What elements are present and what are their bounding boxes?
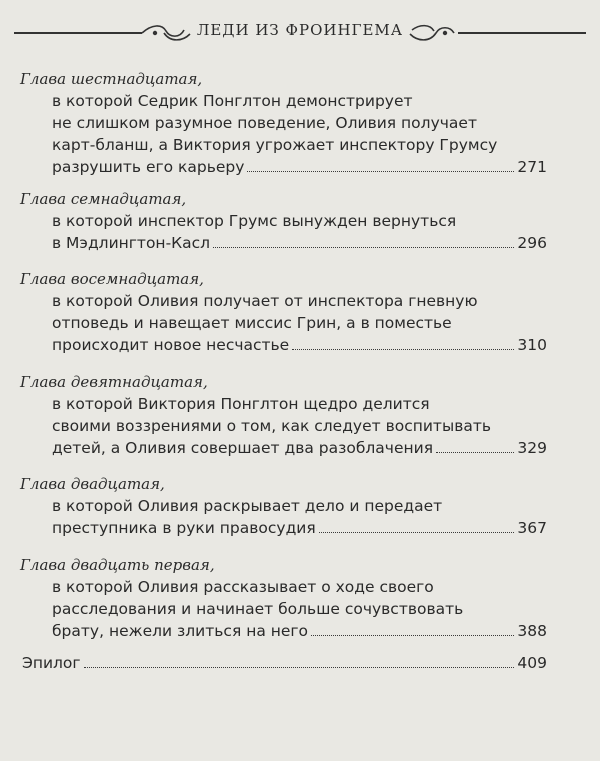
chapter-desc-line: в которой Оливия раскрывает дело и передает — [52, 497, 443, 515]
chapter-desc-text: разрушить его карьеру — [52, 158, 245, 176]
page-number: 296 — [517, 234, 547, 252]
chapter-desc-last-line — [52, 336, 547, 354]
chapter-desc-last-line — [52, 622, 547, 640]
chapter-desc-line: отповедь и навещает миссис Грин, а в поместье — [52, 314, 452, 332]
chapter-desc-line: в которой Виктория Понглтон щедро делится — [52, 395, 430, 413]
ornament-right-icon — [406, 22, 586, 44]
chapter-desc-text: происходит новое несчастье — [52, 336, 290, 354]
chapter-title: Глава шестнадцатая, — [20, 70, 203, 88]
chapter-desc-line: карт-бланш, а Виктория угрожает инспектору Грумсу — [52, 136, 498, 154]
dot-leader — [247, 158, 514, 172]
chapter-title: Глава восемнадцатая, — [20, 270, 204, 288]
chapter-desc-last-line — [52, 234, 547, 252]
page-number: 367 — [517, 519, 547, 537]
page-header-title: ЛЕДИ ИЗ ФРОИНГЕМА — [196, 21, 404, 39]
dot-leader — [311, 622, 514, 636]
chapter-desc-line: своими воззрениями о том, как следует воспитывать — [52, 417, 491, 435]
chapter-desc-line: не слишком разумное поведение, Оливия получает — [52, 114, 477, 132]
page-number: 388 — [517, 622, 547, 640]
chapter-desc-last-line — [52, 158, 547, 176]
chapter-desc-text: в Мэдлингтон-Касл — [52, 234, 211, 252]
chapter-desc-text: преступника в руки правосудия — [52, 519, 316, 537]
chapter-title: Глава двадцать первая, — [20, 556, 215, 574]
page-number: 329 — [517, 439, 547, 457]
epilog-line — [22, 654, 547, 672]
chapter-desc-text: детей, а Оливия совершает два разоблачения — [52, 439, 434, 457]
chapter-desc-line: в которой инспектор Грумс вынужден вернуться — [52, 212, 457, 230]
chapter-desc-last-line — [52, 439, 547, 457]
dot-leader — [292, 336, 514, 350]
chapter-title: Глава семнадцатая, — [20, 190, 187, 208]
dot-leader — [436, 439, 514, 453]
chapter-title: Глава девятнадцатая, — [20, 373, 208, 391]
chapter-desc-line: расследования и начинает больше сочувствовать — [52, 600, 464, 618]
dot-leader — [213, 234, 514, 248]
dot-leader — [84, 654, 515, 668]
chapter-desc-text: брату, нежели злиться на него — [52, 622, 309, 640]
chapter-desc-line: в которой Седрик Понглтон демонстрирует — [52, 92, 413, 110]
chapter-desc-line: в которой Оливия получает от инспектора гневную — [52, 292, 478, 310]
chapter-desc-line: в которой Оливия рассказывает о ходе своего — [52, 578, 434, 596]
chapter-title: Глава двадцатая, — [20, 475, 165, 493]
running-header — [0, 18, 600, 48]
chapter-desc-last-line — [52, 519, 547, 537]
dot-leader — [319, 519, 515, 533]
page-number: 271 — [517, 158, 547, 176]
page-number: 409 — [517, 654, 547, 672]
page-number: 310 — [517, 336, 547, 354]
epilog-label: Эпилог — [22, 654, 81, 672]
